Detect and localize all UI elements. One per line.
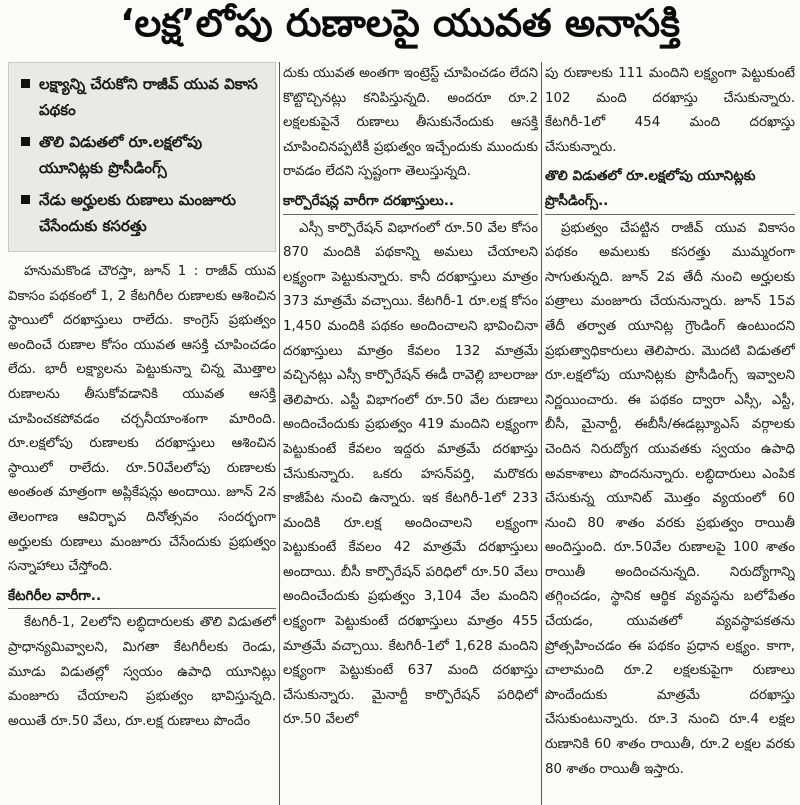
body-paragraph: కేటగిరీ-1, 2లలోని లబ్ధిదారులకు తొలి విడుతలో ప్రాధాన్యమివ్వాలని, మిగతా కేటగిరీలకు రెండు, మూడు విడుతల్లో స్వయం ఉపాధి యూనిట్లు మంజూరు చేయాలని ప్రభుత్వం భావిస్తున్నది. అయితే రూ.50 వేలు, రూ.లక్ష రుణాలు పొందేం: [8, 615, 276, 729]
body-paragraph: హనుమకొండ చౌరస్తా, జూన్ 1 : రాజీవ్ యువ వికాసం పథకంలో 1, 2 కేటగిరీల రుణాలకు ఆశించిన స్థాయిలో దరఖాస్తులు రాలేదు. కాంగ్రెస్ ప్రభుత్వం అందించే రుణాల కోసం యువత ఆసక్తి చూపించడం లేదు. భారీ లక్ష్యాలను పెట్టుకున్నా చిన్న మొత్తాల రుణాలను తీసుకోవడానికి యువత ఆసక్తి చూపించకపోవడం చర్చనీయాంశంగా మారింది. రూ.లక్షలోపు రుణాలకు దరఖాస్తులు ఆశించిన స్థాయిలో రాలేదు. రూ.50వేలలోపు రుణాలకు అంతంత మాత్రంగా అప్లికేషన్లు అందాయి. జూన్ 2న తెలంగాణ ఆవిర్భావ దినోత్సవం సందర్భంగా అర్హులకు రుణాలు మంజూరు చేసేందుకు ప్రభుత్వం సన్నాహాలు చేస్తోంది.: [8, 264, 276, 575]
highlight-text: తొలి విడుతలో రూ.లక్షలోపు యూనిట్లకు ప్రొసీడింగ్స్: [39, 133, 203, 177]
column-divider: [541, 62, 542, 805]
square-bullet-icon: [21, 137, 30, 146]
article-column-1: [8, 62, 276, 805]
article-column-2: [283, 62, 538, 805]
article-column-3: [545, 62, 795, 805]
highlight-item: [17, 187, 267, 239]
square-bullet-icon: [21, 79, 30, 88]
highlight-item: [17, 129, 267, 181]
body-paragraph: ప్రభుత్వం చేపట్టిన రాజీవ్ యువ వికాసం పథకం అమలుకు కసరత్తు ముమ్మరంగా సాగుతున్నది. జూన్ 2వ తేదీ నుంచి అర్హులకు పత్రాలు మంజూరు చేయనున్నారు. జూన్ 15వ తేదీ తర్వాత యూనిట్ల గ్రౌండింగ్ ఉంటుందని ప్రభుత్వాధికారులు తెలిపారు. మొదటి విడుతలో రూ.లక్షలోపు యూనిట్లకు ప్రొసీడింగ్స్ ఇవ్వాలని నిర్ణయించారు. ఈ పథకం ద్వారా ఎస్సీ, ఎస్టీ, బీసీ, మైనార్టీ, ఈబీసీ/ఈడబ్ల్యూఎస్ వర్గాలకు చెందిన నిరుద్యోగ యువతకు స్వయం ఉపాధి అవకాశాలు పొందనున్నారు. లబ్ధిదారులు ఎంపిక చేసుకున్న యూనిట్ మొత్తం వ్యయంలో 60 నుంచి 80 శాతం వరకు ప్రభుత్వం రాయితీ అందిస్తుంది. రూ.50వేల రుణాలపై 100 శాతం రాయితీ అందించనున్నది. నిరుద్యోగాన్ని తగ్గించడం, స్థానిక ఆర్థిక వ్యవస్థను బలోపేతం చేయడం, యువతలో వ్యవస్థాపకతను ప్రోత్సహించడం ఈ పథకం ప్రధాన లక్ష్యం. కాగా, చాలామంది రూ.2 లక్షలకుపైగా రుణాలు పొందేందుకు మాత్రమే దరఖాస్తు చేసుకుంటున్నారు. రూ.3 నుంచి రూ.4 లక్షల రుణానికి 60 శాతం రాయితీ, రూ.2 లక్షల వరకు 80 శాతం రాయితీ ఇస్తారు.: [545, 220, 795, 777]
highlights-box: [8, 62, 276, 252]
section-subheading: కేటగిరీల వారీగా..: [8, 584, 276, 610]
body-paragraph: ఎస్సీ కార్పొరేషన్ విభాగంలో రూ.50 వేల కోసం 870 మందికి పథకాన్ని అమలు చేయాలని లక్ష్యంగా పెట్టుకున్నారు. కానీ దరఖాస్తులు మాత్రం 373 మాత్రమే వచ్చాయి. కేటగిరీ-1 రూ.లక్ష కోసం 1,450 మందికి పథకం అందించాలని భావించినా దరఖాస్తులు మాత్రం కేవలం 132 మాత్రమే వచ్చినట్లు ఎస్సీ కార్పొరేషన్ ఈడీ రావెల్లి బాలరాజు తెలిపారు. ఎస్టీ విభాగంలో రూ.50 వేల రుణాలు అందించేందుకు ప్రభుత్వం 419 మందిని లక్ష్యంగా పెట్టుకుంటే కేవలం ఇద్దరు మాత్రమే దరఖాస్తు చేసుకున్నారు. ఒకరు హసన్‌పర్తి, మరొకరు కాజీపేట నుంచి ఉన్నారు. ఇక కేటగిరీ-1లో 233 మందికి రూ.లక్ష అందించాలని లక్ష్యంగా పెట్టుకుంటే కేవలం 42 మాత్రమే దరఖాస్తులు అందాయి. బీసీ కార్పొరేషన్ పరిధిలో రూ.50 వేలు అందించేందుకు ప్రభుత్వం 3,104 వేల మందిని లక్ష్యంగా పెట్టుకుంటే దరఖాస్తులు మాత్రం 455 మాత్రమే వచ్చాయి. కేటగిరీ-1లో 1,628 మందిని లక్ష్యంగా పెట్టుకుంటే 637 మంది దరఖాస్తు చేసుకున్నారు. మైనార్టీ కార్పొరేషన్ పరిధిలో రూ.50 వేలలో: [283, 220, 538, 728]
body-paragraph: పు రుణాలకు 111 మందిని లక్ష్యంగా పెట్టుకుంటే 102 మంది దరఖాస్తు చేసుకున్నారు. కేటగిరీ-1లో 454 మంది దరఖాస్తు చేసుకున్నారు.: [545, 66, 795, 155]
highlight-text: లక్ష్యాన్ని చేరుకోని రాజీవ్ యువ వికాస పథకం: [39, 75, 258, 119]
headline: ‘లక్ష’లోపు రుణాలపై యువత అనాసక్తి: [119, 1, 681, 45]
column-divider: [279, 62, 280, 805]
square-bullet-icon: [21, 195, 30, 204]
body-paragraph: దుకు యువత అంతగా ఇంట్రెస్ట్ చూపించడం లేదని కొట్టొచ్చినట్లు కనిపిస్తున్నది. అందరూ రూ.2 లక్షలకుపైనే రుణాలు తీసుకునేందుకు ఆసక్తి చూపించినప్పటికీ ప్రభుత్వం ఇచ్చేందుకు ముందుకు రావడం లేదని స్పష్టంగా తెలుస్తున్నది.: [283, 66, 538, 180]
highlight-item: [17, 71, 267, 123]
section-subheading: కార్పొరేషన్ల వారీగా దరఖాస్తులు..: [283, 189, 538, 215]
section-subheading: తొలి విడుతలో రూ.లక్షలోపు యూనిట్లకు ప్రొసీడింగ్స్..: [545, 164, 795, 214]
highlight-text: నేడు అర్హులకు రుణాలు మంజూరు చేసేందుకు కసరత్తు: [39, 191, 236, 235]
